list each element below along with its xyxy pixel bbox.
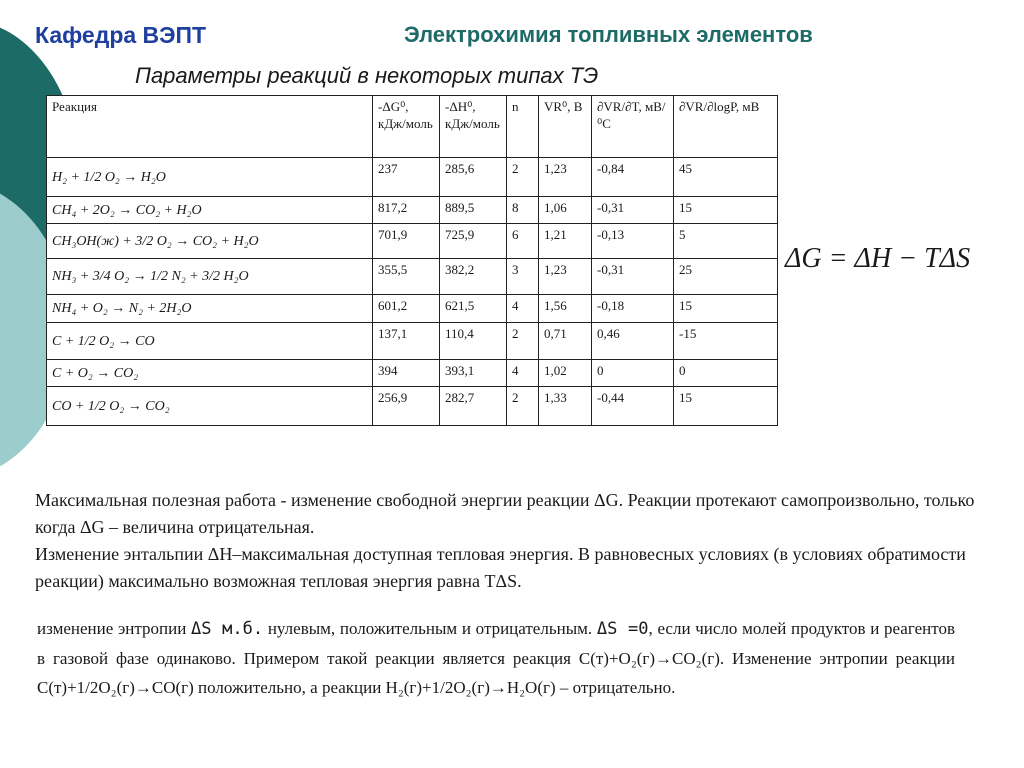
cell-n: 4 <box>507 295 539 323</box>
table-row <box>47 323 778 360</box>
header-reaction: Реакция <box>47 96 373 158</box>
cell-dVdlogP: 15 <box>674 295 778 323</box>
table-body <box>47 158 778 426</box>
header-VR: VR⁰, В <box>539 96 592 158</box>
cell-dVdlogP: 5 <box>674 224 778 259</box>
cell-VR: 1,21 <box>539 224 592 259</box>
entropy-text-c: , если число молей продуктов и реагентов в газовой фазе одинаково. Примером такой реакции является реакция C(т)+O₂(г)→CO₂(г). Изменение энтропии реакции C(т)+1/2O₂(г)→CO(г) положительно, а реакции H₂(г)+1/2O₂(г)→H₂O(г) – отрицательно. <box>37 619 955 697</box>
cell-dH: 621,5 <box>440 295 507 323</box>
cell-dG: 701,9 <box>373 224 440 259</box>
cell-dVdlogP: 15 <box>674 387 778 426</box>
paragraph-enthalpy: Изменение энтальпии ΔH–максимальная доступная тепловая энергия. В равновесных условиях (в условиях обратимости реакции) максимально возможная тепловая энергия равна TΔS. <box>35 544 966 591</box>
cell-reaction: CO + 1/2 O₂ → CO₂ <box>47 387 373 426</box>
cell-n: 8 <box>507 197 539 224</box>
paragraph-entropy <box>37 614 955 702</box>
cell-reaction: C + 1/2 O₂ → CO <box>47 323 373 360</box>
entropy-delta-s-zero: ΔS =0 <box>596 619 649 639</box>
reaction-parameters-table <box>46 95 778 426</box>
cell-dVdlogP: 25 <box>674 259 778 295</box>
cell-dH: 889,5 <box>440 197 507 224</box>
cell-VR: 1,23 <box>539 259 592 295</box>
cell-reaction: H₂ + 1/2 O₂ → H₂O <box>47 158 373 197</box>
cell-reaction: C + O₂ → CO₂ <box>47 360 373 387</box>
cell-n: 3 <box>507 259 539 295</box>
header-n: n <box>507 96 539 158</box>
cell-dG: 601,2 <box>373 295 440 323</box>
cell-n: 2 <box>507 158 539 197</box>
explanation-block <box>35 487 975 595</box>
table-row <box>47 295 778 323</box>
course-title: Электрохимия топливных элементов <box>404 22 813 47</box>
cell-dH: 110,4 <box>440 323 507 360</box>
cell-dH: 393,1 <box>440 360 507 387</box>
table-row <box>47 197 778 224</box>
cell-n: 4 <box>507 360 539 387</box>
cell-dH: 285,6 <box>440 158 507 197</box>
cell-n: 2 <box>507 387 539 426</box>
cell-reaction: CH₃OH(ж) + 3/2 O₂ → CO₂ + H₂O <box>47 224 373 259</box>
cell-VR: 1,33 <box>539 387 592 426</box>
cell-dVdT: 0,46 <box>592 323 674 360</box>
cell-VR: 1,06 <box>539 197 592 224</box>
cell-dG: 817,2 <box>373 197 440 224</box>
cell-n: 6 <box>507 224 539 259</box>
header-dG: -ΔG⁰, кДж/моль <box>373 96 440 158</box>
department-title: Кафедра ВЭПТ <box>35 22 207 48</box>
cell-dVdT: -0,31 <box>592 197 674 224</box>
cell-VR: 0,71 <box>539 323 592 360</box>
cell-dH: 382,2 <box>440 259 507 295</box>
cell-VR: 1,56 <box>539 295 592 323</box>
table-row <box>47 259 778 295</box>
cell-dG: 394 <box>373 360 440 387</box>
cell-dG: 237 <box>373 158 440 197</box>
entropy-block <box>37 614 955 702</box>
cell-dVdT: -0,31 <box>592 259 674 295</box>
cell-dVdlogP: -15 <box>674 323 778 360</box>
cell-reaction: CH₄ + 2O₂ → CO₂ + H₂O <box>47 197 373 224</box>
paragraph-free-energy: Максимальная полезная работа - изменение свободной энергии реакции ΔG. Реакции протекают самопроизвольно, только когда ΔG – величина отрицательная. <box>35 490 975 537</box>
entropy-text-a: изменение энтропии <box>37 619 192 638</box>
cell-dVdT: -0,18 <box>592 295 674 323</box>
cell-VR: 1,02 <box>539 360 592 387</box>
slide-subtitle: Параметры реакций в некоторых типах ТЭ <box>135 63 599 88</box>
cell-reaction: NH₃ + 3/4 O₂ → 1/2 N₂ + 3/2 H₂O <box>47 259 373 295</box>
cell-dVdT: -0,44 <box>592 387 674 426</box>
cell-reaction: NH₄ + O₂ → N₂ + 2H₂O <box>47 295 373 323</box>
cell-n: 2 <box>507 323 539 360</box>
cell-dG: 256,9 <box>373 387 440 426</box>
entropy-delta-s: ΔS м.б. <box>191 619 264 639</box>
entropy-text-b: нулевым, положительным и отрицательным. <box>263 619 597 638</box>
header-dH: -ΔH⁰, кДж/моль <box>440 96 507 158</box>
gibbs-formula: ΔG = ΔH − TΔS <box>785 243 971 274</box>
cell-dG: 137,1 <box>373 323 440 360</box>
cell-VR: 1,23 <box>539 158 592 197</box>
cell-dG: 355,5 <box>373 259 440 295</box>
cell-dVdlogP: 0 <box>674 360 778 387</box>
table-row <box>47 387 778 426</box>
cell-dVdT: -0,84 <box>592 158 674 197</box>
table-row <box>47 360 778 387</box>
table-row <box>47 224 778 259</box>
header-dVdT: ∂VR/∂T, мВ/⁰С <box>592 96 674 158</box>
cell-dH: 282,7 <box>440 387 507 426</box>
cell-dVdT: 0 <box>592 360 674 387</box>
table-row <box>47 158 778 197</box>
cell-dVdT: -0,13 <box>592 224 674 259</box>
cell-dH: 725,9 <box>440 224 507 259</box>
cell-dVdlogP: 45 <box>674 158 778 197</box>
table-header-row <box>47 96 778 158</box>
header-dVdlogP: ∂VR/∂logP, мВ <box>674 96 778 158</box>
cell-dVdlogP: 15 <box>674 197 778 224</box>
